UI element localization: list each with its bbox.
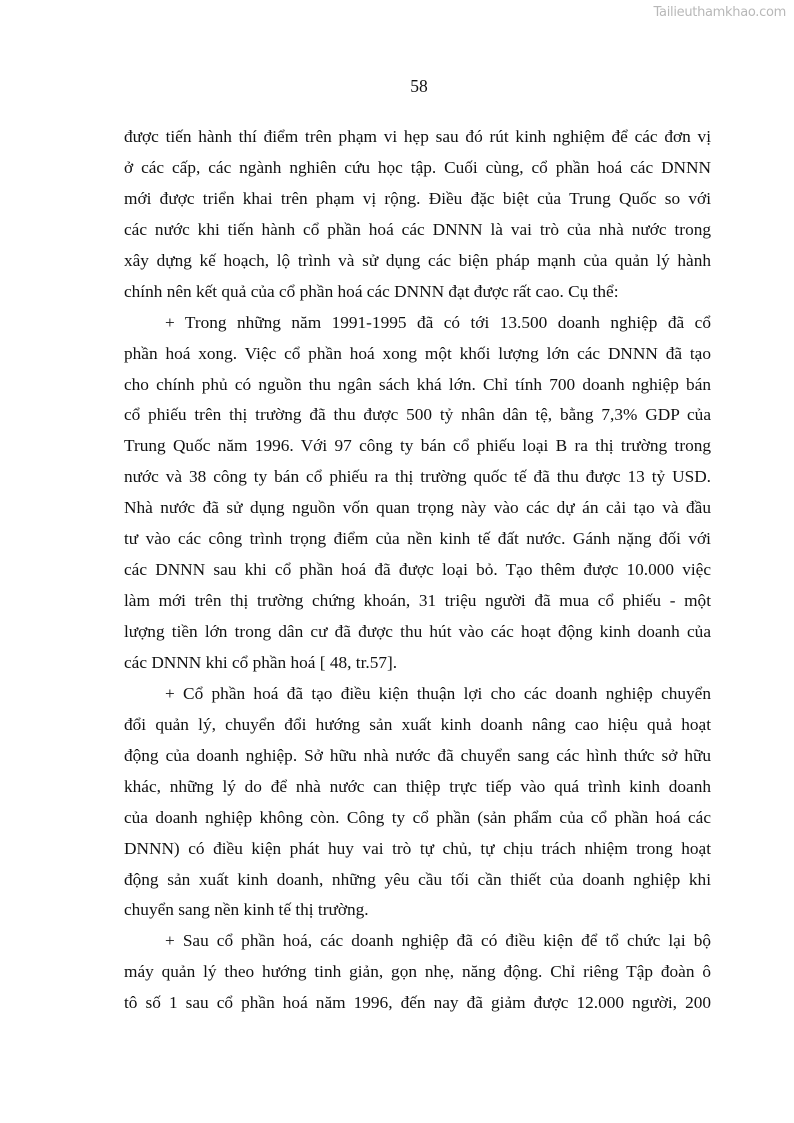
text-line: Trung Quốc năm 1996. Với 97 công ty bán cổ phiếu loại B ra thị trường trong bbox=[124, 436, 711, 456]
text-line: chuyển sang nền kinh tế thị trường. bbox=[124, 900, 369, 920]
paragraph-restructuring bbox=[124, 926, 711, 1019]
page-number: 58 bbox=[410, 76, 428, 96]
text-line: động sản xuất kinh doanh, những yêu cầu tối cần thiết của doanh nghiệp khi bbox=[124, 869, 711, 889]
paragraph-management-change bbox=[124, 679, 711, 927]
text-line: đổi quản lý, chuyển đổi hướng sản xuất kinh doanh nâng cao hiệu quả hoạt bbox=[124, 714, 711, 734]
text-line: được tiến hành thí điểm trên phạm vi hẹp sau đó rút kinh nghiệm để các đơn vị bbox=[124, 127, 711, 146]
text-line: các nước khi tiến hành cổ phần hoá các DNNN là vai trò của nhà nước trong bbox=[124, 219, 711, 239]
text-line: DNNN) có điều kiện phát huy vai trò tự chủ, tự chịu trách nhiệm trong hoạt bbox=[124, 838, 711, 858]
text-line: làm mới trên thị trường chứng khoán, 31 triệu người đã mua cổ phiếu - một bbox=[124, 591, 711, 611]
text-line: cho chính phủ có nguồn thu ngân sách khá lớn. Chỉ tính 700 doanh nghiệp bán bbox=[124, 374, 711, 394]
text-line: + Trong những năm 1991-1995 đã có tới 13.500 doanh nghiệp đã cổ bbox=[165, 312, 711, 332]
watermark: Tailieuthamkhao.com bbox=[653, 5, 786, 20]
text-line: các DNNN khi cổ phần hoá [ 48, tr.57]. bbox=[124, 652, 398, 672]
text-line: mới được triển khai trên phạm vị rộng. Điều đặc biệt của Trung Quốc so với bbox=[124, 188, 711, 208]
paragraph-results-1991-1995 bbox=[124, 308, 711, 679]
text-line: nước và 38 công ty bán cổ phiếu ra thị trường quốc tế đã thu được 13 tỷ USD. bbox=[124, 467, 711, 487]
paragraph-continuation bbox=[124, 122, 711, 308]
text-line: ở các cấp, các ngành nghiên cứu học tập. Cuối cùng, cổ phần hoá các DNNN bbox=[124, 157, 711, 177]
text-line: động của doanh nghiệp. Sở hữu nhà nước đã chuyển sang các hình thức sở hữu bbox=[124, 745, 711, 765]
text-line: cổ phiếu trên thị trường đã thu được 500 tỷ nhân dân tệ, bằng 7,3% GDP của bbox=[124, 405, 711, 425]
text-line: của doanh nghiệp không còn. Công ty cổ phần (sản phẩm của cổ phần hoá các bbox=[124, 807, 711, 827]
text-line: xây dựng kế hoạch, lộ trình và sử dụng các biện pháp mạnh của quản lý hành bbox=[124, 250, 711, 270]
text-line: phần hoá xong. Việc cổ phần hoá xong một khối lượng lớn các DNNN đã tạo bbox=[124, 343, 711, 363]
text-line: + Cổ phần hoá đã tạo điều kiện thuận lợi cho các doanh nghiệp chuyển bbox=[165, 683, 711, 703]
document-body bbox=[124, 122, 711, 1019]
text-line: lượng tiền lớn trong dân cư đã được thu hút vào các hoạt động kinh doanh của bbox=[124, 622, 711, 641]
text-line: tư vào các công trình trọng điểm của nền kinh tế đất nước. Gánh nặng đối với bbox=[124, 529, 711, 549]
text-line: Nhà nước đã sử dụng nguồn vốn quan trọng này vào các dự án cải tạo và đầu bbox=[124, 498, 711, 518]
text-line: khác, những lý do để nhà nước can thiệp trực tiếp vào quá trình kinh doanh bbox=[124, 776, 711, 796]
text-line: máy quản lý theo hướng tinh giản, gọn nhẹ, năng động. Chỉ riêng Tập đoàn ô bbox=[124, 962, 711, 982]
text-line: chính nên kết quả của cổ phần hoá các DNNN đạt được rất cao. Cụ thể: bbox=[124, 281, 619, 301]
text-line: tô số 1 sau cổ phần hoá năm 1996, đến nay đã giảm được 12.000 người, 200 bbox=[124, 993, 711, 1013]
text-line: + Sau cổ phần hoá, các doanh nghiệp đã có điều kiện để tổ chức lại bộ bbox=[165, 931, 711, 951]
text-line: các DNNN sau khi cổ phần hoá đã được loại bỏ. Tạo thêm được 10.000 việc bbox=[124, 560, 711, 580]
